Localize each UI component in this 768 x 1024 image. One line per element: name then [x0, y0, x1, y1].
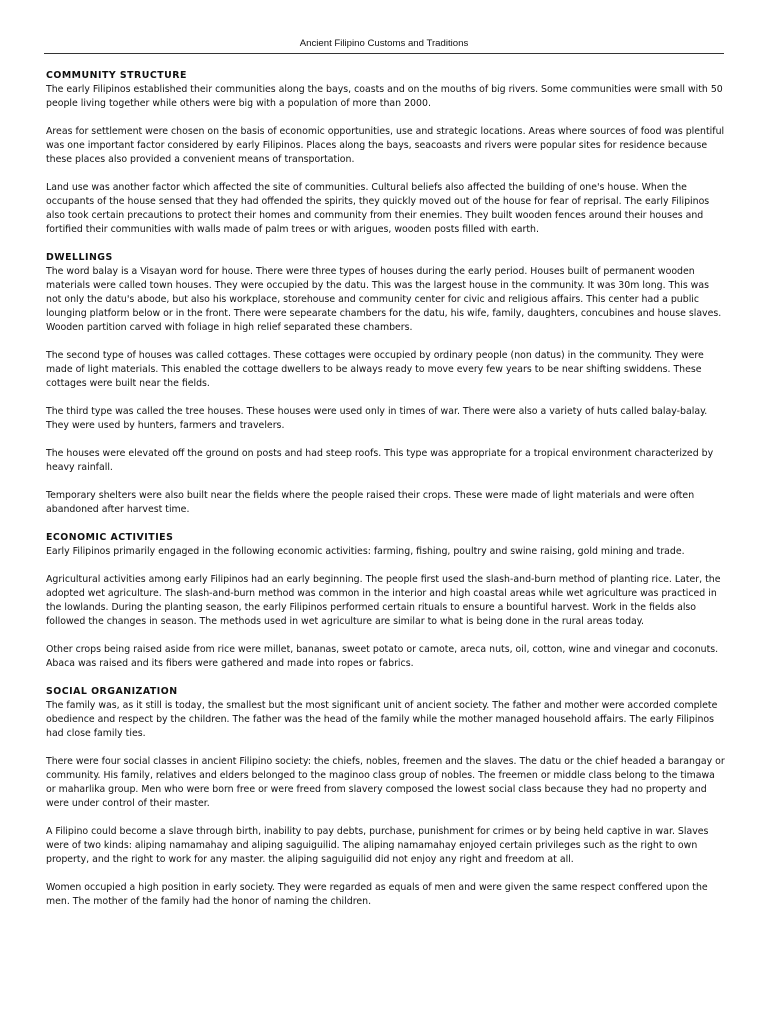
paragraph: Women occupied a high position in early society. They were regarded as equals of men and were given the same respect conffered upon the men. The mother of the family had the honor of naming the children.: [46, 882, 708, 907]
section-heading: COMMUNITY STRUCTURE: [46, 70, 187, 81]
paragraph: The second type of houses was called cottages. These cottages were occupied by ordinary people (non datus) in the community. They were made of light materials. This enabled the cottage dwellers to be always ready to move every few years to be near shifting swiddens. These cottages were built near the fields.: [46, 350, 704, 389]
paragraph: The houses were elevated off the ground on posts and had steep roofs. This type was appropriate for a tropical environment characterized by heavy rainfall.: [46, 448, 714, 473]
section-economic-activities: [46, 531, 726, 671]
paragraph: A Filipino could become a slave through birth, inability to pay debts, purchase, punishment for crimes or by being held captive in war. Slaves were of two kinds: aliping namamahay and aliping saguiguilid. The aliping namamahay enjoyed certain privileges such as the right to own property, and the right to work for any master. the aliping saguiguilid did not enjoy any right and freedom at all.: [46, 826, 709, 865]
paragraph: Areas for settlement were chosen on the basis of economic opportunities, use and strategic locations. Areas where sources of food was plentiful was one important factor considered by early Filipinos. Places along the bays, seacoasts and rivers were popular sites for residence because these places also provided a convenient means of transportation.: [46, 126, 725, 165]
paragraph: Land use was another factor which affected the site of communities. Cultural beliefs also affected the building of one's house. When the occupants of the house sensed that they had offended the spirits, they quickly moved out of the house for fear of reprisal. The early Filipinos also took certain precautions to protect their homes and community from their enemies. They built wooden fences around their houses and fortified their communities with walls made of palm trees or with arigues, wooden posts filled with earth.: [46, 182, 710, 235]
section-heading: DWELLINGS: [46, 252, 113, 263]
section-heading: SOCIAL ORGANIZATION: [46, 686, 178, 697]
section-dwellings: [46, 251, 726, 517]
header-rule: [44, 53, 724, 54]
paragraph: There were four social classes in ancient Filipino society: the chiefs, nobles, freemen and the slaves. The datu or the chief headed a barangay or community. His family, relatives and elders belonged to the maginoo class group of nobles. The freemen or middle class belong to the timawa or maharlika group. Men who were born free or were freed from slavery composed the lowest social class because they had no property and were under control of their master.: [46, 756, 725, 809]
section-heading: ECONOMIC ACTIVITIES: [46, 532, 174, 543]
document-body: [46, 69, 726, 923]
paragraph: Other crops being raised aside from rice were millet, bananas, sweet potato or camote, areca nuts, oil, cotton, wine and vinegar and coconuts. Abaca was raised and its fibers were gathered and made into ropes or fabrics.: [46, 644, 719, 669]
paragraph: The word balay is a Visayan word for house. There were three types of houses during the early period. Houses built of permanent wooden materials were called town houses. They were occupied by the datu. This was the largest house in the community. It was 30m long. This was not only the datu's abode, but also his workplace, storehouse and community center for civic and religious affairs. This center had a public lounging platform below or in the front. There were sepearate chambers for the datu, his wife, family, daughters, concubines and house slaves. Wooden partition carved with foliage in high relief separated these chambers.: [46, 266, 722, 333]
page-header-title: Ancient Filipino Customs and Traditions: [299, 38, 469, 49]
paragraph: The early Filipinos established their communities along the bays, coasts and on the mouths of big rivers. Some communities were small with 50 people living together while others were big with a population of more than 2000.: [46, 84, 723, 109]
paragraph: Temporary shelters were also built near the fields where the people raised their crops. These were made of light materials and were often abandoned after harvest time.: [46, 490, 695, 515]
paragraph: Agricultural activities among early Filipinos had an early beginning. The people first used the slash-and-burn method of planting rice. Later, the adopted wet agriculture. The slash-and-burn method was common in the interior and high coastal areas while wet agriculture was practiced in the lowlands. During the planting season, the early Filipinos performed certain rituals to ensure a bountiful harvest. Work in the fields also followed the changes in season. The methods used in wet agriculture are similar to what is being done in the rural areas today.: [46, 574, 721, 627]
paragraph: The third type was called the tree houses. These houses were used only in times of war. There were also a variety of huts called balay-balay. They were used by hunters, farmers and travelers.: [46, 406, 708, 431]
paragraph: Early Filipinos primarily engaged in the following economic activities: farming, fishing, poultry and swine raising, gold mining and trade.: [46, 546, 685, 557]
section-community-structure: [46, 69, 726, 237]
paragraph: The family was, as it still is today, the smallest but the most significant unit of ancient society. The father and mother were accorded complete obedience and respect by the children. The father was the head of the family while the mother managed household affairs. The early Filipinos had close family ties.: [46, 700, 718, 739]
section-social-organization: [46, 685, 726, 909]
